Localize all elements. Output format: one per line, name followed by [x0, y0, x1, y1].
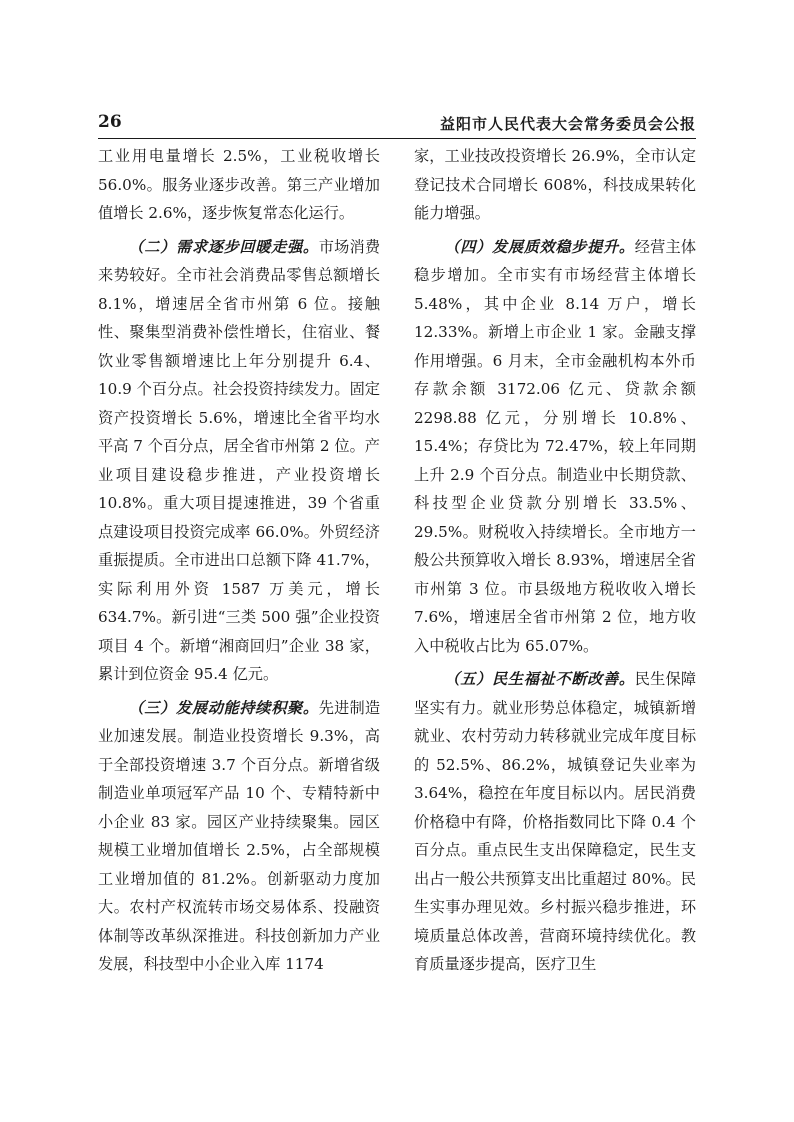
left-column — [98, 142, 380, 984]
paragraph-text: 家，工业技改投资增长 26.9%，全市认定登记技术合同增长 608%，科技成果转化能力增强。 — [414, 147, 696, 222]
section-heading: （四）发展质效稳步提升。 — [444, 237, 635, 256]
paragraph-text: 经营主体稳步增加。全市实有市场经营主体增长 5.48%，其中企业 8.14 万户，增长 12.33%。新增上市企业 1 家。金融支撑作用增强。6 月末，全市金融机构本外币存款余额 3172.06 亿元、贷款余额 2298.88 亿元，分别增长 10.8%、15.4%；存贷比为 72.47%，较上年同期上升 2.9 个百分点。制造业中长期贷款、科技型企业贷款分别增长 33.5%、29.5%。财税收入持续增长。全市地方一般公共预算收入增长 8.93%，增速居全省市州第 3 位。市县级地方税收收入增长 7.6%，增速居全省市州第 2 位，地方收入中税收占比为 65.07%。 — [414, 237, 697, 655]
paragraph-text: 民生保障坚实有力。就业形势总体稳定，城镇新增就业、农村劳动力转移就业完成年度目标的 52.5%、86.2%，城镇登记失业率为 3.64%，稳控在年度目标以内。居民消费价格稳中有降，价格指数同比下降 0.4 个百分点。重点民生支出保障稳定，民生支出占一般公共预算支出比重超过 80%。民生实事办理见效。乡村振兴稳步推进，环境质量总体改善，营商环境持续优化。教育质量逐步提高，医疗卫生 — [414, 670, 697, 973]
section-heading: （三）发展动能持续积聚。 — [128, 698, 319, 717]
paragraph — [98, 142, 380, 228]
paragraph — [414, 665, 696, 979]
journal-title: 益阳市人民代表大会常务委员会公报 — [439, 115, 696, 133]
paragraph — [414, 142, 696, 228]
paragraph — [98, 694, 380, 979]
paragraph — [98, 233, 380, 689]
paragraph — [414, 233, 696, 661]
section-heading: （二）需求逐步回暖走强。 — [128, 237, 319, 256]
page-header — [98, 112, 696, 136]
paragraph-text: 工业用电量增长 2.5%，工业税收增长 56.0%。服务业逐步改善。第三产业增加值增长 2.6%，逐步恢复常态化运行。 — [98, 147, 380, 222]
paragraph-text: 先进制造业加速发展。制造业投资增长 9.3%，高于全部投资增速 3.7 个百分点。新增省级制造业单项冠军产品 10 个、专精特新中小企业 83 家。园区产业持续聚集。园区规模工业增加值增长 2.5%，占全部规模工业增加值的 81.2%。创新驱动力度加大。农村产权流转市场交易体系、投融资体制等改革纵深推进。科技创新加力产业发展，科技型中小企业入库 1174 — [98, 698, 381, 973]
section-heading: （五）民生福祉不断改善。 — [444, 670, 635, 688]
right-column — [414, 142, 696, 984]
page-number: 26 — [98, 112, 122, 132]
paragraph-text: 市场消费来势较好。全市社会消费品零售总额增长 8.1%，增速居全省市州第 6 位。接触性、聚集型消费补偿性增长，住宿业、餐饮业零售额增速比上年分别提升 6.4、10.9 个百分点。社会投资持续发力。固定资产投资增长 5.6%，增速比全省平均水平高 7 个百分点，居全省市州第 2 位。产业项目建设稳步推进，产业投资增长 10.8%。重大项目提速推进，39 个省重点建设项目投资完成率 66.0%。外贸经济重振提质。全市进出口总额下降 41.7%，实际利用外资 1587 万美元，增长 634.7%。新引进“三类 500 强”企业投资项目 4 个。新增“湘商回归”企业 38 家，累计到位资金 95.4 亿元。 — [98, 237, 381, 683]
header-rule — [98, 138, 696, 139]
